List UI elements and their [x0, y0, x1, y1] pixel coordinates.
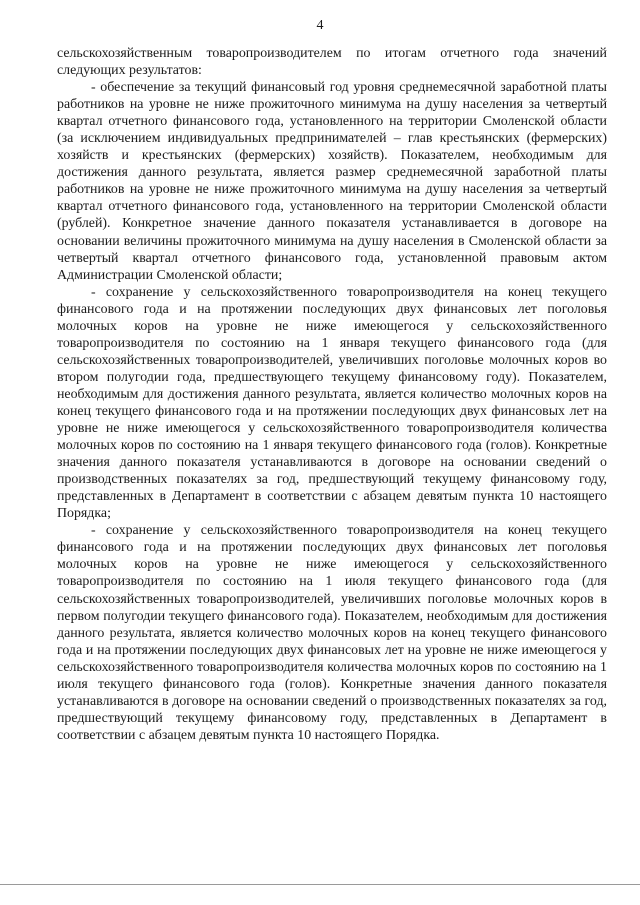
document-body	[57, 45, 607, 744]
paragraph-intro: сельскохозяйственным товаропроизводителем по итогам отчетного года значений следующих результатов:	[57, 46, 607, 79]
paragraph-salary-requirement: - обеспечение за текущий финансовый год уровня среднемесячной заработной платы работников на уровне не ниже прожиточного минимума на душу населения за четвертый квартал отчетного финансового года, установленного на территории Смоленской области (за исключением индивидуальных предпринимателей – глав крестьянских (фермерских) хозяйств и крестьянских (фермерских) хозяйств). Показателем, необходимым для достижения данного результата, является размер среднемесячной заработной платы работников на уровне не ниже прожиточного минимума на душу населения за четвертый квартал отчетного финансового года, установленного на территории Смоленской области (рублей). Конкретное значение данного показателя устанавливается в договоре на основании величины прожиточного минимума на душу населения в Смоленской области за четвертый квартал отчетного финансового года, установленной правовым актом Администрации Смоленской области;	[57, 80, 607, 283]
paragraph-cows-january: - сохранение у сельскохозяйственного товаропроизводителя на конец текущего финансового года и на протяжении последующих двух финансовых лет поголовья молочных коров на уровне не ниже имеющегося у сельскохозяйственного товаропроизводителя по состоянию на 1 января текущего финансового года (для сельскохозяйственных товаропроизводителей, увеличивших поголовье молочных коров во втором полугодии года, предшествующего текущему финансовому году). Показателем, необходимым для достижения данного результата, является количество молочных коров на конец текущего финансового года и на протяжении последующих двух финансовых лет на уровне не ниже имеющегося у сельскохозяйственного товаропроизводителя количества молочных коров по состоянию на 1 января текущего финансового года (голов). Конкретные значения данного показателя устанавливаются в договоре на основании сведений о производственных показателях за год, предшествующий текущему финансовому году, представленных в Департамент в соответствии с абзацем девятым пункта 10 настоящего Порядка;	[57, 284, 607, 522]
paragraph-cows-july: - сохранение у сельскохозяйственного товаропроизводителя на конец текущего финансового года и на протяжении последующих двух финансовых лет поголовья молочных коров на уровне не ниже имеющегося у сельскохозяйственного товаропроизводителя по состоянию на 1 июля текущего финансового года (для сельскохозяйственных товаропроизводителей, увеличивших поголовье молочных коров в первом полугодии текущего финансового года). Показателем, необходимым для достижения данного результата, является количество молочных коров на конец текущего финансового года и на протяжении последующих двух финансовых лет на уровне не ниже имеющегося у сельскохозяйственного товаропроизводителя количества молочных коров по состоянию на 1 июля текущего финансового года (голов). Конкретные значения данного показателя устанавливаются в договоре на основании сведений о производственных показателях за год, предшествующий текущему финансовому году, представленных в Департамент в соответствии с абзацем девятым пункта 10 настоящего Порядка.	[57, 523, 607, 743]
page-number: 4	[316, 18, 324, 33]
page-bottom-divider	[0, 884, 640, 885]
